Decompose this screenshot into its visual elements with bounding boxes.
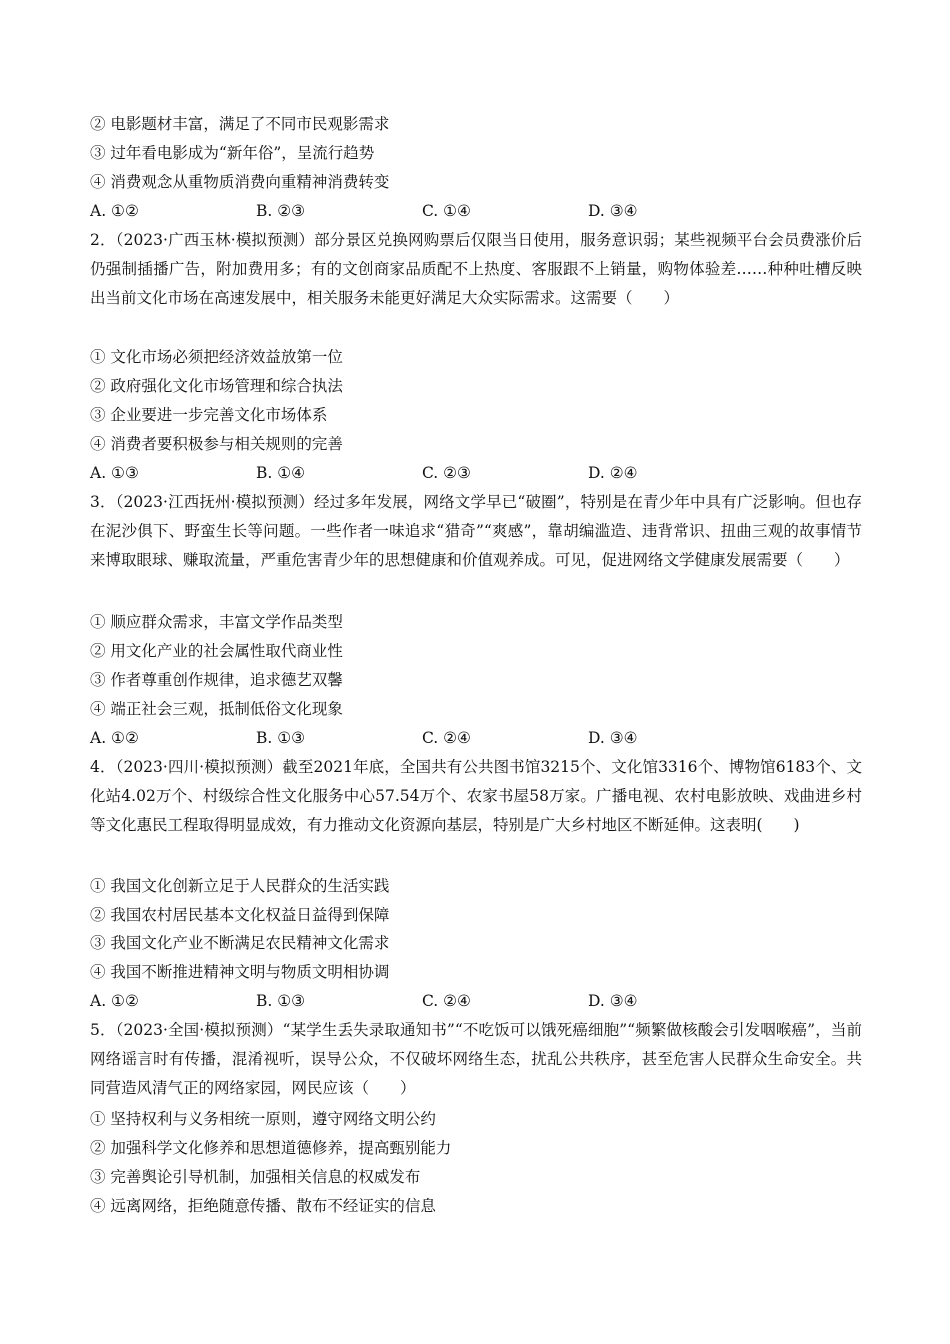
q1-statement-3: ③ 过年看电影成为“新年俗”，呈流行趋势 [90, 144, 375, 162]
q3-statement-3: ③ 作者尊重创作规律，追求德艺双馨 [90, 671, 343, 689]
q5-stem: 5．（2023·全国·模拟预测）“某学生丢失录取通知书”“不吃饭可以饿死癌细胞”“频繁做核酸会引发咽喉癌”，当前网络谣言时有传播，混淆视听，误导公众，不仅破坏网络生态，扰乱公共秩序，甚至危害人民群众生命安全。共同营造风清气正的网络家园，网民应该（ ） [90, 1021, 862, 1097]
q2-stem: 2．（2023·广西玉林·模拟预测）部分景区兑换网购票后仅限当日使用，服务意识弱；某些视频平台会员费涨价后仍强制插播广告，附加费用多；有的文创商家品质配不上热度、客服跟不上销量，购物体验差……种种吐槽反映出当前文化市场在高速发展中，相关服务未能更好满足大众实际需求。这需要（ ） [90, 231, 862, 307]
q3-statement-4: ④ 端正社会三观，抵制低俗文化现象 [90, 700, 343, 718]
q3-stem: 3．（2023·江西抚州·模拟预测）经过多年发展，网络文学早已“破圈”，特别是在青少年中具有广泛影响。但也存在泥沙俱下、野蛮生长等问题。一些作者一味追求“猎奇”“爽感”，靠胡编滥造、违背常识、扭曲三观的故事情节来博取眼球、赚取流量，严重危害青少年的思想健康和价值观养成。可见，促进网络文学健康发展需要（ ） [90, 493, 862, 569]
option-c: C. ②③ [422, 464, 471, 482]
option-b: B. ①③ [256, 729, 306, 747]
option-c: C. ②④ [422, 729, 471, 747]
q2-options [90, 463, 862, 483]
option-d: D. ③④ [588, 992, 638, 1010]
q4-statement-3: ③ 我国文化产业不断满足农民精神文化需求 [90, 934, 390, 952]
option-a: A. ①② [90, 729, 139, 747]
q2-statement-1: ① 文化市场必须把经济效益放第一位 [90, 348, 343, 366]
option-a: A. ①② [90, 992, 139, 1010]
q2-statement-4: ④ 消费者要积极参与相关规则的完善 [90, 435, 343, 453]
option-b: B. ①④ [256, 464, 306, 482]
q4-statement-4: ④ 我国不断推进精神文明与物质文明相协调 [90, 963, 390, 981]
option-c: C. ①④ [422, 202, 471, 220]
q5-statement-4: ④ 远离网络，拒绝随意传播、散布不经证实的信息 [90, 1197, 436, 1215]
q3-options [90, 728, 862, 748]
option-d: D. ③④ [588, 729, 638, 747]
q4-statement-1: ① 我国文化创新立足于人民群众的生活实践 [90, 877, 390, 895]
q5-statement-1: ① 坚持权利与义务相统一原则，遵守网络文明公约 [90, 1110, 436, 1128]
q1-statement-2: ② 电影题材丰富，满足了不同市民观影需求 [90, 115, 390, 133]
q5-statement-3: ③ 完善舆论引导机制，加强相关信息的权威发布 [90, 1168, 421, 1186]
q1-statement-4: ④ 消费观念从重物质消费向重精神消费转变 [90, 173, 390, 191]
option-b: B. ①③ [256, 992, 306, 1010]
option-a: A. ①② [90, 202, 139, 220]
option-b: B. ②③ [256, 202, 306, 220]
q4-stem: 4．（2023·四川·模拟预测）截至2021年底，全国共有公共图书馆3215个、文化馆3316个、博物馆6183个、文化站4.02万个、村级综合性文化服务中心57.54万个、农家书屋58万家。广播电视、农村电影放映、戏曲进乡村等文化惠民工程取得明显成效，有力推动文化资源向基层，特别是广大乡村地区不断延伸。这表明( ) [90, 758, 862, 834]
option-d: D. ②④ [588, 464, 638, 482]
q3-statement-1: ① 顺应群众需求，丰富文学作品类型 [90, 613, 343, 631]
q5-statement-2: ② 加强科学文化修养和思想道德修养，提高甄别能力 [90, 1139, 452, 1157]
q4-statement-2: ② 我国农村居民基本文化权益日益得到保障 [90, 906, 390, 924]
option-d: D. ③④ [588, 202, 638, 220]
q3-statement-2: ② 用文化产业的社会属性取代商业性 [90, 642, 343, 660]
q2-statement-2: ② 政府强化文化市场管理和综合执法 [90, 377, 343, 395]
option-c: C. ②④ [422, 992, 471, 1010]
option-a: A. ①③ [90, 464, 139, 482]
q1-options [90, 201, 862, 221]
q4-options [90, 991, 862, 1011]
q2-statement-3: ③ 企业要进一步完善文化市场体系 [90, 406, 328, 424]
